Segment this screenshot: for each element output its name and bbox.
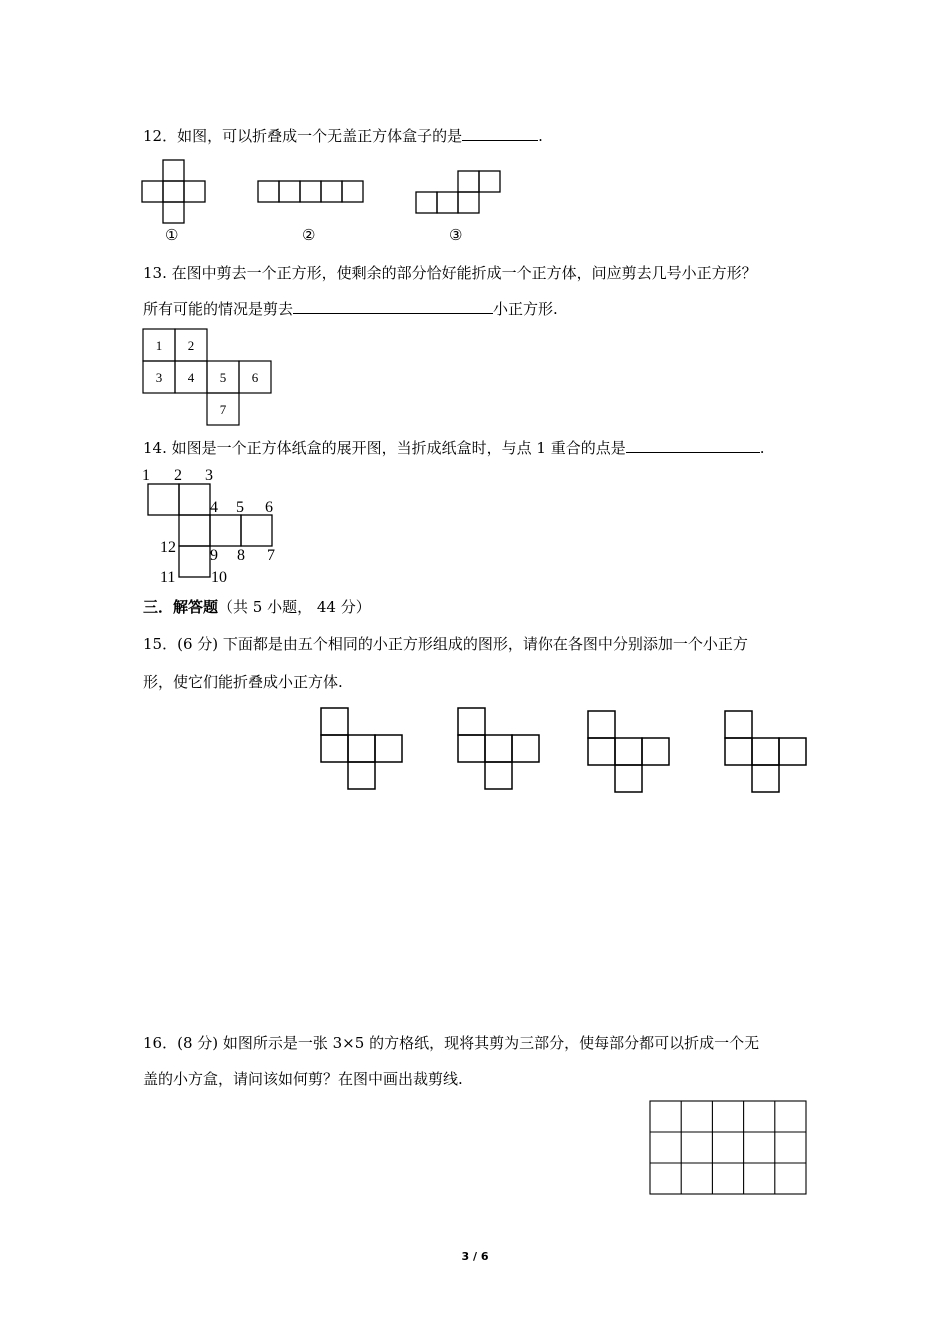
q14-point-label: 1 [142, 467, 150, 484]
q13-cell-label: 7 [219, 402, 227, 417]
q14-face [179, 484, 210, 515]
q13-line2-prefix: 所有可能的情况是剪去 [143, 300, 294, 318]
q14-face [148, 484, 179, 515]
q14-point-label: 8 [237, 547, 245, 564]
q15-shape-4 [725, 711, 806, 792]
page-number: 3 / 6 [461, 1250, 489, 1263]
section-note: （共 5 小题， 44 分） [218, 598, 371, 616]
q12-net1-square [163, 181, 184, 202]
q12-nets-figure [140, 155, 520, 227]
q14-answer-blank[interactable] [626, 437, 760, 453]
q13-cell-label: 3 [155, 370, 163, 385]
q14-net-figure [140, 462, 285, 586]
q14-point-label: 4 [210, 499, 218, 516]
q12-net3-square [416, 192, 437, 213]
q12-net3-square [458, 192, 479, 213]
q12-net3-square [437, 192, 458, 213]
q14-text [143, 437, 765, 458]
q12-net1-square [142, 181, 163, 202]
q14-point-label: 3 [205, 467, 213, 484]
section-heading [143, 597, 371, 617]
q12-net1-square [184, 181, 205, 202]
q12-text [143, 125, 543, 146]
q14-point-label: 7 [267, 547, 275, 564]
q12-caption-1: ① [165, 226, 179, 244]
q16-grid-3x5[interactable] [648, 1099, 810, 1199]
q15-line2: 形，使它们能折叠成小正方体. [143, 673, 343, 691]
q12-end: . [538, 127, 543, 145]
q12-caption-3: ③ [449, 226, 463, 244]
q14-face [241, 515, 272, 546]
q14-end: . [759, 439, 765, 457]
q13-numbered-grid [142, 327, 274, 427]
q14-point-label: 6 [265, 499, 273, 516]
q12-question: 12．如图，可以折叠成一个无盖正方体盒子的是 [143, 127, 463, 145]
q12-net3-square [479, 171, 500, 192]
q13-cell-label: 1 [155, 338, 163, 353]
q14-point-label: 10 [211, 569, 227, 586]
q12-net2-square [279, 181, 300, 202]
q12-net2-square [258, 181, 279, 202]
q15-shape-3 [588, 711, 669, 792]
q12-net2-square [321, 181, 342, 202]
q13-line2 [143, 298, 558, 319]
q15-shapes-figure [318, 705, 810, 795]
q13-cell-label: 2 [187, 338, 195, 353]
q14-point-label: 9 [210, 547, 218, 564]
q13-cell-label: 6 [251, 370, 259, 385]
q13-line1: 13. 在图中剪去一个正方形，使剩余的部分恰好能折成一个正方体，问应剪去几号小正方形？ [143, 264, 757, 282]
q13-cell-label: 4 [187, 370, 195, 385]
q16-line2: 盖的小方盒，请问该如何剪？在图中画出裁剪线. [143, 1070, 463, 1088]
section-title: 三．解答题 [143, 598, 219, 616]
q12-caption-2: ② [302, 226, 316, 244]
q12-net2-square [300, 181, 321, 202]
q12-net2-square [342, 181, 363, 202]
q14-face [179, 515, 210, 546]
q13-answer-blank[interactable] [293, 298, 493, 314]
q16-line1: 16．(8 分) 如图所示是一张 3×5 的方格纸，现将其剪为三部分，使每部分都可以折成一个无 [143, 1034, 760, 1052]
q12-answer-blank[interactable] [462, 125, 538, 141]
q15-shape-2 [458, 708, 539, 789]
q13-line2-suffix: 小正方形. [493, 300, 558, 318]
q14-face [179, 546, 210, 577]
q15-line1: 15．(6 分) 下面都是由五个相同的小正方形组成的图形，请你在各图中分别添加一个小正方 [143, 635, 748, 653]
q14-point-label: 2 [174, 467, 182, 484]
q14-question: 14. 如图是一个正方体纸盒的展开图，当折成纸盒时，与点 1 重合的点是 [143, 439, 626, 457]
q14-point-label: 5 [236, 499, 244, 516]
q13-cell-label: 5 [219, 370, 227, 385]
q15-shape-1 [321, 708, 402, 789]
q12-net1-square [163, 160, 184, 181]
q14-face [210, 515, 241, 546]
q12-net1-square [163, 202, 184, 223]
q14-point-label: 11 [160, 569, 176, 586]
q12-net3-square [458, 171, 479, 192]
q14-point-label: 12 [160, 539, 176, 556]
